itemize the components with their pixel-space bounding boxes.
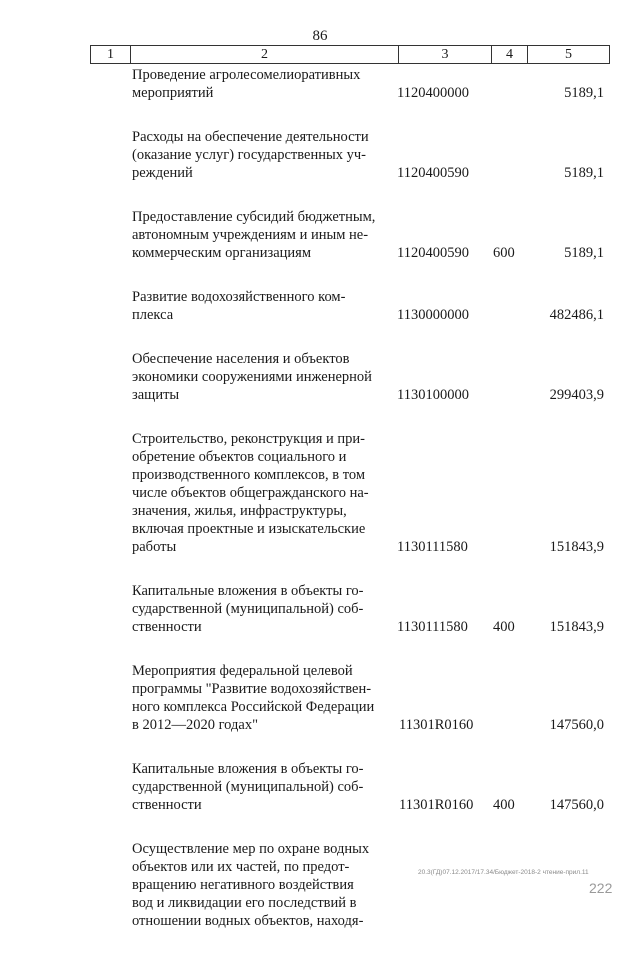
desc-line: в 2012—2020 годах" bbox=[132, 717, 258, 733]
row-code: 1130100000 bbox=[397, 387, 469, 403]
row-amount: 151843,9 bbox=[549, 539, 604, 555]
desc-line: ственности bbox=[132, 797, 202, 813]
table-row bbox=[0, 430, 640, 556]
desc-line: вращению негативного воздействия bbox=[132, 877, 354, 893]
row-type: 600 bbox=[493, 245, 515, 261]
row-code: 1130111580 bbox=[397, 619, 468, 635]
desc-line: Мероприятия федеральной целевой bbox=[132, 663, 353, 679]
table-row bbox=[0, 840, 640, 930]
row-type: 400 bbox=[493, 619, 515, 635]
row-code: 1120400590 bbox=[397, 165, 469, 181]
desc-line: Обеспечение населения и объектов bbox=[132, 351, 350, 367]
desc-line: Развитие водохозяйственного ком- bbox=[132, 289, 346, 305]
desc-line: Предоставление субсидий бюджетным, bbox=[132, 209, 376, 225]
desc-line: Расходы на обеспечение деятельности bbox=[132, 129, 369, 145]
footer-page-number: 222 bbox=[589, 880, 613, 896]
row-code: 1120400000 bbox=[397, 85, 469, 101]
desc-line: экономики сооружениями инженерной bbox=[132, 369, 372, 385]
header-col-1: 1 bbox=[91, 46, 131, 63]
desc-line: плекса bbox=[132, 307, 174, 323]
desc-line: сударственной (муниципальной) соб- bbox=[132, 601, 364, 617]
desc-line: включая проектные и изыскательские bbox=[132, 521, 366, 537]
table-row bbox=[0, 208, 640, 262]
row-description bbox=[132, 662, 384, 734]
desc-line: Осуществление мер по охране водных bbox=[132, 841, 370, 857]
row-description bbox=[132, 840, 384, 930]
row-description bbox=[132, 66, 384, 102]
desc-line: мероприятий bbox=[132, 85, 214, 101]
desc-line: Проведение агролесомелиоративных bbox=[132, 67, 361, 83]
table-row bbox=[0, 288, 640, 324]
desc-line: сударственной (муниципальной) соб- bbox=[132, 779, 364, 795]
row-amount: 147560,0 bbox=[549, 797, 604, 813]
desc-line: программы "Развитие водохозяйствен- bbox=[132, 681, 372, 697]
desc-line: (оказание услуг) государственных уч- bbox=[132, 147, 366, 163]
header-col-2: 2 bbox=[131, 46, 399, 63]
desc-line: Капитальные вложения в объекты го- bbox=[132, 761, 364, 777]
desc-line: Капитальные вложения в объекты го- bbox=[132, 583, 364, 599]
budget-table-body bbox=[0, 66, 640, 956]
header-col-5: 5 bbox=[565, 46, 572, 62]
row-amount: 5189,1 bbox=[564, 245, 604, 261]
desc-line: объектов или их частей, по предот- bbox=[132, 859, 350, 875]
desc-line: ственности bbox=[132, 619, 202, 635]
row-description bbox=[132, 582, 384, 636]
row-type: 400 bbox=[493, 797, 515, 813]
row-amount: 5189,1 bbox=[564, 165, 604, 181]
table-header bbox=[90, 45, 610, 64]
desc-line: автономным учреждениям и иным не- bbox=[132, 227, 369, 243]
table-row bbox=[0, 128, 640, 182]
row-description bbox=[132, 128, 384, 182]
row-description bbox=[132, 288, 384, 324]
desc-line: защиты bbox=[132, 387, 180, 403]
desc-line: числе объектов общегражданского на- bbox=[132, 485, 369, 501]
row-amount: 299403,9 bbox=[549, 387, 604, 403]
desc-line: обретение объектов социального и bbox=[132, 449, 347, 465]
desc-line: отношении водных объектов, находя- bbox=[132, 913, 364, 929]
row-code: 1130000000 bbox=[397, 307, 469, 323]
row-description bbox=[132, 430, 384, 556]
row-description bbox=[132, 350, 384, 404]
row-amount: 482486,1 bbox=[549, 307, 604, 323]
desc-line: ного комплекса Российской Федерации bbox=[132, 699, 375, 715]
table-row bbox=[0, 66, 640, 102]
desc-line: реждений bbox=[132, 165, 193, 181]
desc-line: работы bbox=[132, 539, 177, 555]
desc-line: производственного комплексов, в том bbox=[132, 467, 366, 483]
table-row bbox=[0, 350, 640, 404]
page-number: 86 bbox=[312, 28, 328, 44]
row-code: 1120400590 bbox=[397, 245, 469, 261]
row-amount: 151843,9 bbox=[549, 619, 604, 635]
header-col-4: 4 bbox=[492, 46, 528, 63]
row-code: 11301R0160 bbox=[399, 797, 474, 813]
row-code: 1130111580 bbox=[397, 539, 468, 555]
row-amount: 5189,1 bbox=[564, 85, 604, 101]
table-row bbox=[0, 760, 640, 814]
table-row bbox=[0, 662, 640, 734]
footer-stamp: 20.3(ГД)07.12.2017/17.34/Бюджет-2018-2 чтение-прил.11 bbox=[418, 869, 589, 876]
row-description bbox=[132, 208, 384, 262]
row-code: 11301R0160 bbox=[399, 717, 474, 733]
desc-line: коммерческим организациям bbox=[132, 245, 312, 261]
desc-line: значения, жилья, инфраструктуры, bbox=[132, 503, 347, 519]
row-description bbox=[132, 760, 384, 814]
desc-line: Строительство, реконструкция и при- bbox=[132, 431, 365, 447]
desc-line: вод и ликвидации его последствий в bbox=[132, 895, 357, 911]
row-amount: 147560,0 bbox=[549, 717, 604, 733]
table-row bbox=[0, 582, 640, 636]
header-col-3: 3 bbox=[399, 46, 492, 63]
